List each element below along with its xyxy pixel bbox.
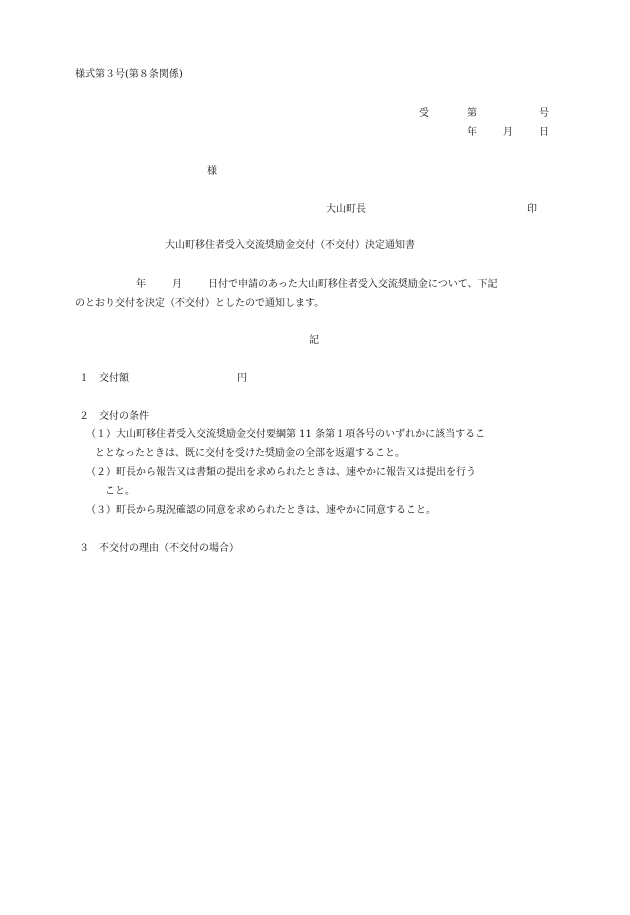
ki-heading: 記 (309, 335, 319, 346)
receipt-label: 受 (419, 108, 429, 119)
condition-3-line1: （３）町長から現況確認の同意を求められたときは、速やかに同意すること。 (86, 505, 436, 516)
non-grant-reason-heading: ３ 不交付の理由（不交付の場合） (79, 543, 239, 554)
date-day-label: 日 (539, 127, 549, 138)
currency-unit: 円 (237, 373, 247, 384)
body-year-label: 年 (136, 279, 146, 290)
condition-1-line2: ととなったときは、既に交付を受けた奨励金の全部を返還すること。 (95, 448, 405, 459)
grant-amount-label: １ 交付額 (79, 373, 129, 384)
condition-2-line1: （２）町長から報告又は書類の提出を求められたときは、速やかに報告又は提出を行う (86, 467, 476, 478)
condition-1-line1: （１）大山町移住者受入交流奨励金交付要綱第 11 条第１項各号のいずれかに該当するこ (86, 429, 486, 440)
seal-mark: 印 (527, 204, 537, 215)
number-suffix: 号 (539, 108, 549, 119)
form-number: 様式第３号(第８条関係) (75, 69, 183, 80)
date-month-label: 月 (503, 127, 513, 138)
body-line1: 日付で申請のあった大山町移住者受入交流奨励金について、下記 (208, 279, 498, 290)
date-year-label: 年 (467, 127, 477, 138)
issuer-name: 大山町長 (326, 204, 366, 215)
document-title: 大山町移住者受入交流奨励金交付（不交付）決定通知書 (165, 240, 415, 251)
conditions-heading: ２ 交付の条件 (79, 411, 149, 422)
body-line2: のとおり交付を決定（不交付）としたので通知します。 (75, 298, 325, 309)
body-month-label: 月 (172, 279, 182, 290)
condition-2-line2: こと。 (105, 486, 135, 497)
number-label: 第 (467, 108, 477, 119)
addressee-honorific: 様 (207, 166, 217, 177)
